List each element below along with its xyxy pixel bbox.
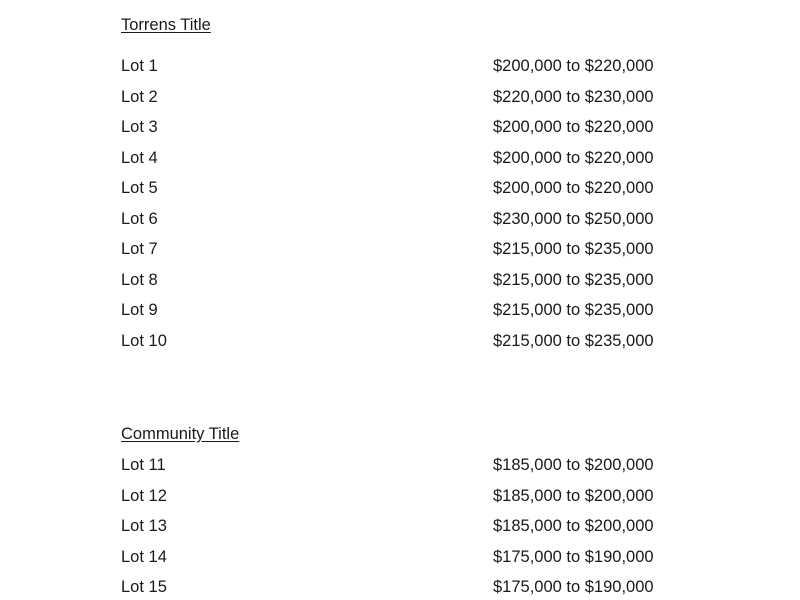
lot-price-range: $200,000 to $220,000 <box>493 148 654 167</box>
section-heading: Torrens Title <box>121 16 211 34</box>
lot-row <box>121 177 681 208</box>
lot-row <box>121 238 681 269</box>
lot-name: Lot 15 <box>121 578 167 596</box>
lot-name: Lot 8 <box>121 270 158 289</box>
lot-row <box>121 485 681 516</box>
lot-name: Lot 2 <box>121 87 158 106</box>
section-heading: Community Title <box>121 425 240 443</box>
lot-list <box>121 55 681 360</box>
lot-price-range: $215,000 to $235,000 <box>493 301 654 319</box>
lot-name: Lot 11 <box>121 456 166 474</box>
lot-row <box>121 269 681 300</box>
lot-price-range: $215,000 to $235,000 <box>493 331 654 350</box>
lot-name: Lot 7 <box>121 240 158 258</box>
lot-name: Lot 10 <box>121 331 167 350</box>
section-torrens-title <box>121 14 681 360</box>
lot-row <box>121 147 681 178</box>
lot-price-range: $230,000 to $250,000 <box>493 209 654 228</box>
lot-row <box>121 546 681 577</box>
lot-price-range: $220,000 to $230,000 <box>493 87 654 106</box>
lot-price-range: $185,000 to $200,000 <box>493 486 654 505</box>
lot-price-range: $215,000 to $235,000 <box>493 270 654 289</box>
lot-price-range: $185,000 to $200,000 <box>493 456 654 474</box>
lot-price-range: $185,000 to $200,000 <box>493 517 654 535</box>
lot-row <box>121 86 681 117</box>
lot-price-range: $175,000 to $190,000 <box>493 578 654 596</box>
lot-name: Lot 4 <box>121 148 158 167</box>
lot-name: Lot 1 <box>121 57 158 75</box>
section-community-title <box>121 423 681 600</box>
lot-row <box>121 55 681 86</box>
lot-row <box>121 515 681 546</box>
lot-price-range: $200,000 to $220,000 <box>493 57 654 75</box>
lot-list <box>121 454 681 600</box>
lot-price-range: $175,000 to $190,000 <box>493 547 654 566</box>
lot-name: Lot 12 <box>121 486 167 505</box>
lot-row <box>121 454 681 485</box>
lot-price-range: $215,000 to $235,000 <box>493 240 654 258</box>
lot-name: Lot 5 <box>121 179 158 197</box>
lot-price-range: $200,000 to $220,000 <box>493 118 654 136</box>
lot-row <box>121 330 681 361</box>
lot-row <box>121 576 681 600</box>
lot-row <box>121 116 681 147</box>
lot-name: Lot 3 <box>121 118 158 136</box>
lot-name: Lot 14 <box>121 547 167 566</box>
lot-price-range: $200,000 to $220,000 <box>493 179 654 197</box>
lot-name: Lot 9 <box>121 301 158 319</box>
lot-name: Lot 13 <box>121 517 167 535</box>
lot-row <box>121 208 681 239</box>
lot-row <box>121 299 681 330</box>
lot-name: Lot 6 <box>121 209 158 228</box>
